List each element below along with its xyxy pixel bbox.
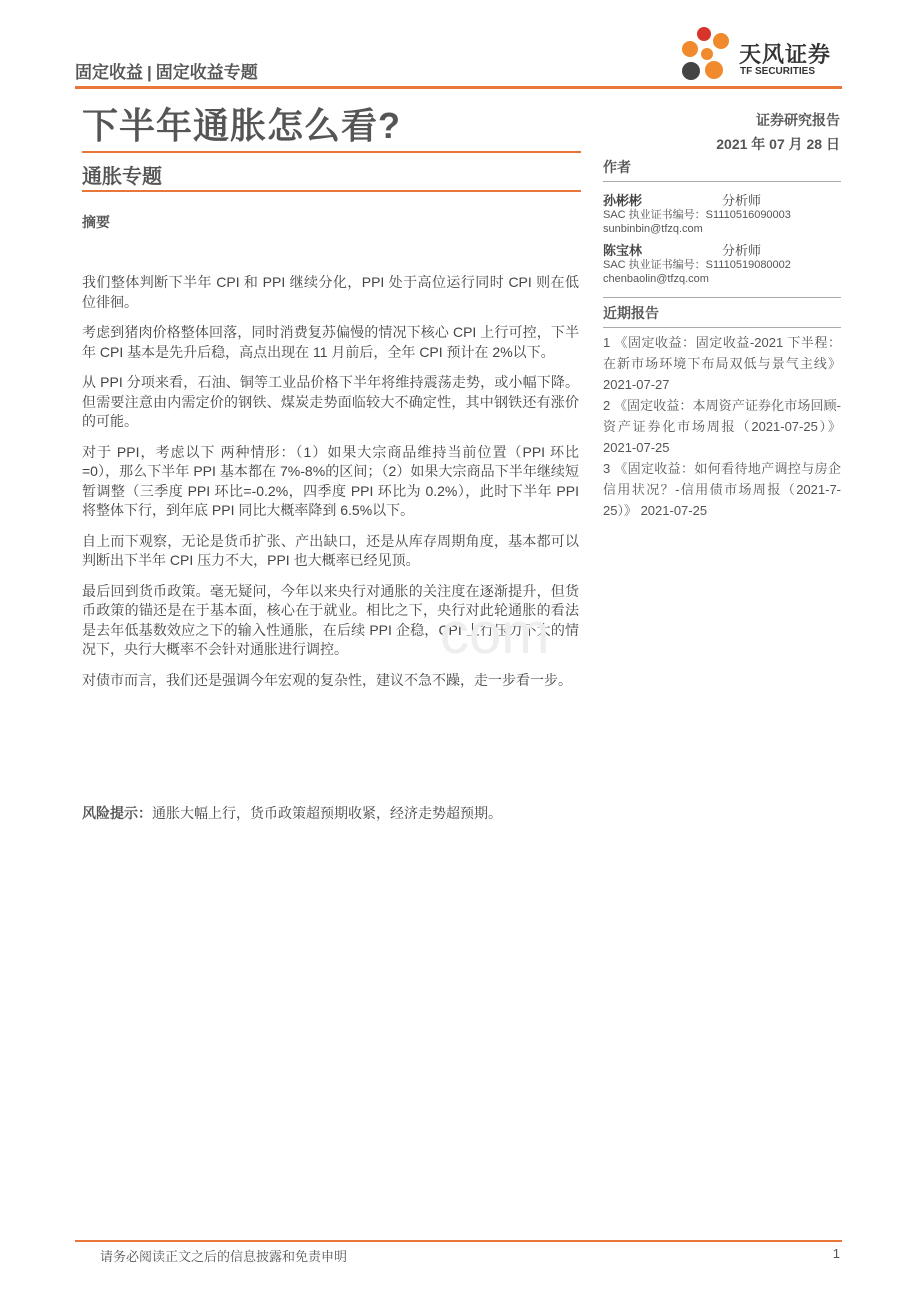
author-name: 陈宝林 (603, 243, 643, 258)
authors-heading: 作者 (603, 159, 631, 175)
abstract-paragraph: 自上而下观察，无论是货币扩张、产出缺口，还是从库存周期角度，基本都可以判断出下半年 CPI 压力不大，PPI 也大概率已经见顶。 (82, 532, 579, 568)
header-divider (75, 86, 842, 89)
risk-label: 风险提示： (82, 805, 152, 821)
breadcrumb-category: 固定收益 (75, 63, 143, 82)
recent-report-item[interactable]: 1 《固定收益：固定收益-2021 下半程：在新市场环境下布局双低与景气主线》 2021-07-27 (603, 335, 841, 392)
brand-name-en: TF SECURITIES (740, 66, 816, 77)
abstract-heading: 摘要 (82, 214, 110, 230)
abstract-paragraph: 从 PPI 分项来看，石油、铜等工业品价格下半年将维持震荡走势，或小幅下降。但需要注意由内需定价的钢铁、煤炭走势面临较大不确定性，其中钢铁还有涨价的可能。 (82, 374, 579, 429)
brand-name-cn: 天风证券 (739, 42, 832, 67)
title-divider (82, 151, 581, 153)
risk-text: 通胀大幅上行，货币政策超预期收紧，经济走势超预期。 (152, 805, 502, 821)
page-number: 1 (832, 1246, 840, 1261)
risk-warning (82, 803, 502, 823)
abstract-paragraph: 考虑到猪肉价格整体回落，同时消费复苏偏慢的情况下核心 CPI 上行可控，下半年 CPI 基本是先升后稳，高点出现在 11 月前后，全年 CPI 预计在 2%以下。 (82, 324, 579, 360)
author-sac-number: SAC 执业证书编号：S1110519080002 (603, 259, 791, 271)
author-email[interactable]: sunbinbin@tfzq.com (603, 223, 703, 235)
footer-divider (75, 1240, 842, 1242)
author-role: 分析师 (722, 243, 762, 258)
recent-reports-divider (603, 327, 841, 328)
recent-reports-list (603, 332, 841, 521)
subtitle-divider (82, 190, 581, 192)
breadcrumb (75, 58, 258, 83)
abstract-paragraph: 对债市而言，我们还是强调今年宏观的复杂性，建议不急不躁，走一步看一步。 (82, 671, 572, 688)
author-role: 分析师 (722, 193, 762, 208)
author-name: 孙彬彬 (603, 193, 643, 208)
recent-report-item[interactable]: 3 《固定收益：如何看待地产调控与房企信用状况？-信用债市场周报（2021-7-25）》 2021-07-25 (603, 461, 841, 518)
breadcrumb-subcategory: 固定收益专题 (155, 63, 258, 82)
author-card (603, 190, 841, 236)
page-subtitle: 通胀专题 (82, 166, 162, 188)
author-email[interactable]: chenbaolin@tfzq.com (603, 273, 709, 285)
gray-rule-top (603, 297, 841, 298)
recent-report-item[interactable]: 2 《固定收益：本周资产证券化市场回顾-资产证券化市场周报（2021-07-25）》 2021-07-25 (603, 398, 841, 455)
watermark: com (440, 601, 550, 666)
author-sac-number: SAC 执业证书编号：S1110516090003 (603, 209, 791, 221)
recent-reports-section (603, 303, 841, 521)
authors-section (603, 157, 841, 286)
recent-reports-heading: 近期报告 (603, 305, 659, 321)
abstract-paragraph: 我们整体判断下半年 CPI 和 PPI 继续分化，PPI 处于高位运行同时 CPI 则在低位徘徊。 (82, 274, 579, 310)
author-card (603, 240, 841, 286)
authors-divider (603, 181, 841, 182)
abstract-paragraph: 最后回到货币政策。毫无疑问，今年以来央行对通胀的关注度在逐渐提升，但货币政策的锚还是在于基本面，核心在于就业。相比之下，央行对此轮通胀的看法是去年低基数效应之下的输入性通胀，在后续 PPI 企稳，CPI 上行压力不大的情况下，央行大概率不会针对通胀进行调控。 (82, 582, 579, 657)
report-type: 证券研究报告 (756, 112, 840, 128)
report-date: 2021 年 07 月 28 日 (716, 136, 840, 152)
abstract-paragraph: 对于 PPI，考虑以下 两种情形：（1）如果大宗商品维持当前位置（PPI 环比=0），那么下半年 PPI 基本都在 7%-8%的区间；（2）如果大宗商品下半年继续短暂调整（三季度 PPI 环比=-0.2%，四季度 PPI 环比为 0.2%），此时下半年 PPI 将整体下行，到年底 PPI 同比大概率降到 6.5%以下。 (82, 443, 579, 518)
footer-disclaimer: 请务必阅读正文之后的信息披露和免责申明 (100, 1249, 348, 1264)
page-title: 下半年通胀怎么看? (82, 105, 401, 146)
breadcrumb-separator: | (147, 63, 152, 82)
recent-top-divider (603, 297, 841, 298)
